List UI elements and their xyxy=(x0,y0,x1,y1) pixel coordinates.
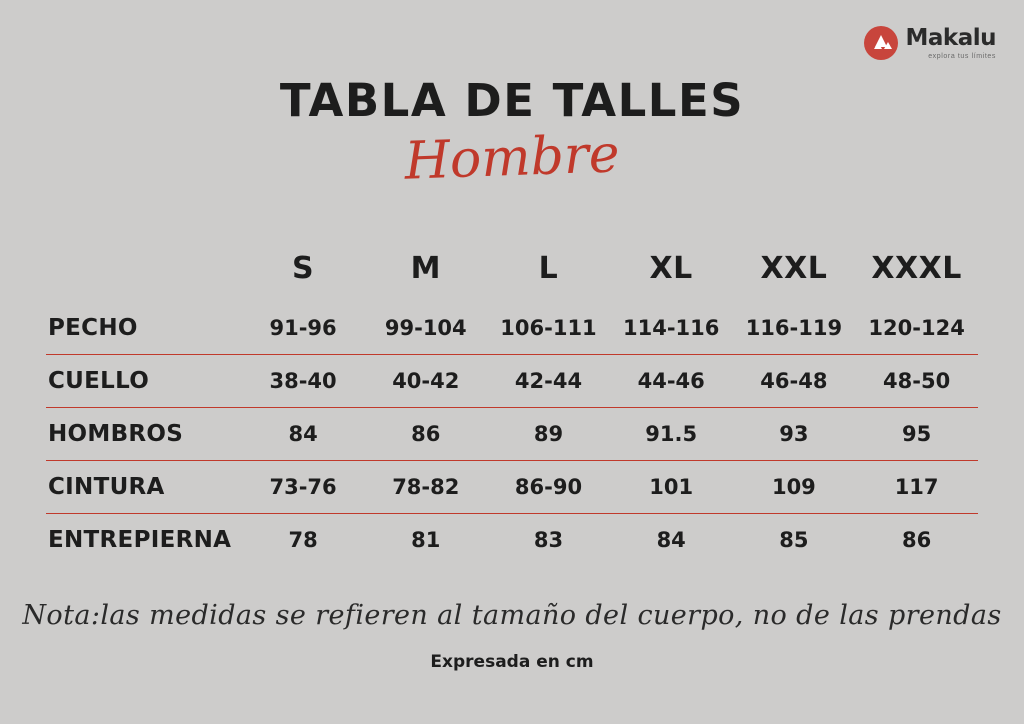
cell-pecho-m: 99-104 xyxy=(384,316,467,340)
cell-cuello-xxxl: 48-50 xyxy=(883,369,951,393)
cell-hombros-s: 84 xyxy=(288,422,318,446)
brand-tagline: explora tus límites xyxy=(928,52,996,60)
size-table-container xyxy=(46,250,978,566)
cell-cuello-xl: 44-46 xyxy=(637,369,705,393)
column-header-xl: XL xyxy=(649,251,693,286)
row-label-cuello: CUELLO xyxy=(48,368,150,394)
column-header-l: L xyxy=(538,251,559,286)
cell-entrepierna-m: 81 xyxy=(411,528,441,552)
cell-entrepierna-s: 78 xyxy=(288,528,318,552)
cell-pecho-s: 91-96 xyxy=(269,316,337,340)
cell-cintura-l: 86-90 xyxy=(514,475,583,499)
cell-hombros-xl: 91.5 xyxy=(645,422,698,446)
cell-entrepierna-l: 83 xyxy=(533,528,564,552)
footer-note: Nota:las medidas se refieren al tamaño del cuerpo, no de las prendas xyxy=(22,600,1002,631)
row-label-cintura: CINTURA xyxy=(48,474,165,500)
size-table-head xyxy=(46,250,978,302)
cell-hombros-xxxl: 95 xyxy=(902,422,932,446)
cell-cintura-s: 73-76 xyxy=(269,475,337,499)
table-row xyxy=(46,302,978,355)
cell-cintura-xxl: 109 xyxy=(771,475,816,499)
footer-unit: Expresada en cm xyxy=(430,652,594,672)
cell-entrepierna-xxxl: 86 xyxy=(902,528,932,552)
page-title: TABLA DE TALLES xyxy=(279,74,745,127)
table-row xyxy=(46,408,978,461)
row-label-entrepierna: ENTREPIERNA xyxy=(48,527,232,553)
column-header-rowlabel xyxy=(46,250,242,302)
brand-logo xyxy=(864,26,996,60)
cell-cintura-m: 78-82 xyxy=(392,475,460,499)
cell-hombros-m: 86 xyxy=(411,422,441,446)
cell-cuello-s: 38-40 xyxy=(269,369,337,393)
size-table xyxy=(46,250,978,566)
cell-cuello-l: 42-44 xyxy=(514,369,583,393)
table-row xyxy=(46,461,978,514)
size-table-body xyxy=(46,302,978,566)
cell-entrepierna-xl: 84 xyxy=(656,528,686,552)
row-label-pecho: PECHO xyxy=(48,315,138,341)
table-row xyxy=(46,514,978,567)
column-header-xxl: XXL xyxy=(760,251,828,286)
mountain-icon xyxy=(864,26,898,60)
row-label-hombros: HOMBROS xyxy=(48,421,184,447)
cell-pecho-xl: 114-116 xyxy=(622,316,720,340)
table-header-row xyxy=(46,250,978,302)
column-header-xxxl: XXXL xyxy=(871,251,962,286)
page-subtitle: Hombre xyxy=(403,124,621,192)
cell-cuello-xxl: 46-48 xyxy=(760,369,828,393)
cell-cuello-m: 40-42 xyxy=(392,369,460,393)
cell-hombros-l: 89 xyxy=(533,422,564,446)
cell-pecho-l: 106-111 xyxy=(500,316,597,340)
table-row xyxy=(46,355,978,408)
cell-pecho-xxl: 116-119 xyxy=(745,316,843,340)
cell-entrepierna-xxl: 85 xyxy=(779,528,809,552)
cell-pecho-xxxl: 120-124 xyxy=(868,316,965,340)
cell-cintura-xxxl: 117 xyxy=(894,475,939,499)
cell-hombros-xxl: 93 xyxy=(779,422,809,446)
column-header-s: S xyxy=(292,251,315,286)
brand-text xyxy=(905,24,996,60)
column-header-m: M xyxy=(410,251,441,286)
cell-cintura-xl: 101 xyxy=(649,475,694,499)
brand-name: Makalu xyxy=(905,24,996,51)
